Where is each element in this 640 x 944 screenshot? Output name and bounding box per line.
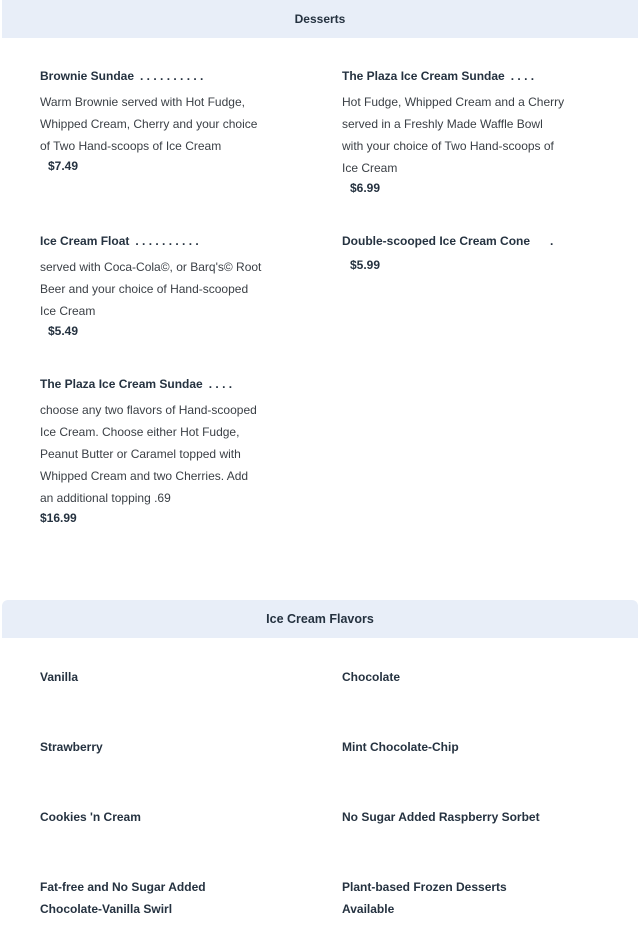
- menu-item-price: $6.99: [350, 181, 381, 195]
- menu-item-name: Ice Cream Float: [40, 234, 130, 248]
- menu-item-ice-cream-float: [40, 234, 270, 338]
- menu-item-description: choose any two flavors of Hand-scooped Ice Cream. Choose either Hot Fudge, Peanut Butter or Caramel topped with Whipped Cream and two Cherries. Add an additional topping .69: [40, 403, 257, 505]
- menu-item-title-row: [342, 69, 572, 83]
- menu-item-leader-dots: .: [550, 234, 554, 248]
- flavors-section-header: [2, 600, 638, 638]
- flavor-item: No Sugar Added Raspberry Sorbet: [342, 810, 540, 824]
- desserts-section-header: [2, 0, 638, 38]
- menu-item-name: The Plaza Ice Cream Sundae: [342, 69, 505, 83]
- menu-item-leader-dots: . . . . . . . . . .: [135, 234, 199, 248]
- menu-item-description: Warm Brownie served with Hot Fudge, Whipped Cream, Cherry and your choice of Two Hand-scoops of Ice Cream: [40, 95, 258, 153]
- flavor-item: Cookies 'n Cream: [40, 810, 141, 824]
- menu-item-plaza-sundae-two-flavors: [40, 377, 270, 525]
- menu-item-name: Brownie Sundae: [40, 69, 135, 83]
- menu-item-title-row: [342, 234, 572, 248]
- menu-item-leader-dots: . . . .: [208, 377, 233, 391]
- desserts-section-title: Desserts: [294, 12, 346, 26]
- menu-item-plaza-sundae-waffle: [342, 69, 572, 195]
- menu-item-price: $5.49: [48, 324, 79, 338]
- menu-item-title-row: [40, 234, 270, 248]
- menu-item-double-scooped-cone: [342, 234, 572, 272]
- menu-item-leader-dots: . . . . . . . . . .: [140, 69, 204, 83]
- menu-item-name: Double-scooped Ice Cream Cone: [342, 234, 531, 248]
- menu-item-price: $7.49: [48, 159, 79, 173]
- menu-item-title-row: [40, 69, 270, 83]
- menu-item-leader-dots: . . . .: [510, 69, 535, 83]
- flavor-item: Plant-based Frozen Desserts Available: [342, 880, 507, 916]
- flavor-item: Mint Chocolate-Chip: [342, 740, 459, 754]
- menu-item-description: served with Coca-Cola©, or Barq's© Root Beer and your choice of Hand-scooped Ice Cream: [40, 260, 262, 318]
- flavor-item: Chocolate: [342, 670, 401, 684]
- flavor-item: Fat-free and No Sugar Added Chocolate-Vanilla Swirl: [40, 880, 206, 916]
- flavors-section-title: Ice Cream Flavors: [266, 612, 374, 626]
- menu-item-title-row: [40, 377, 270, 391]
- flavor-item: Strawberry: [40, 740, 103, 754]
- menu-item-name: The Plaza Ice Cream Sundae: [40, 377, 203, 391]
- flavor-item: Vanilla: [40, 670, 79, 684]
- menu-item-brownie-sundae: [40, 69, 270, 173]
- menu-item-description: Hot Fudge, Whipped Cream and a Cherry served in a Freshly Made Waffle Bowl with your choice of Two Hand-scoops of Ice Cream: [342, 95, 565, 175]
- menu-item-price: $16.99: [40, 511, 77, 525]
- menu-item-price: $5.99: [350, 258, 381, 272]
